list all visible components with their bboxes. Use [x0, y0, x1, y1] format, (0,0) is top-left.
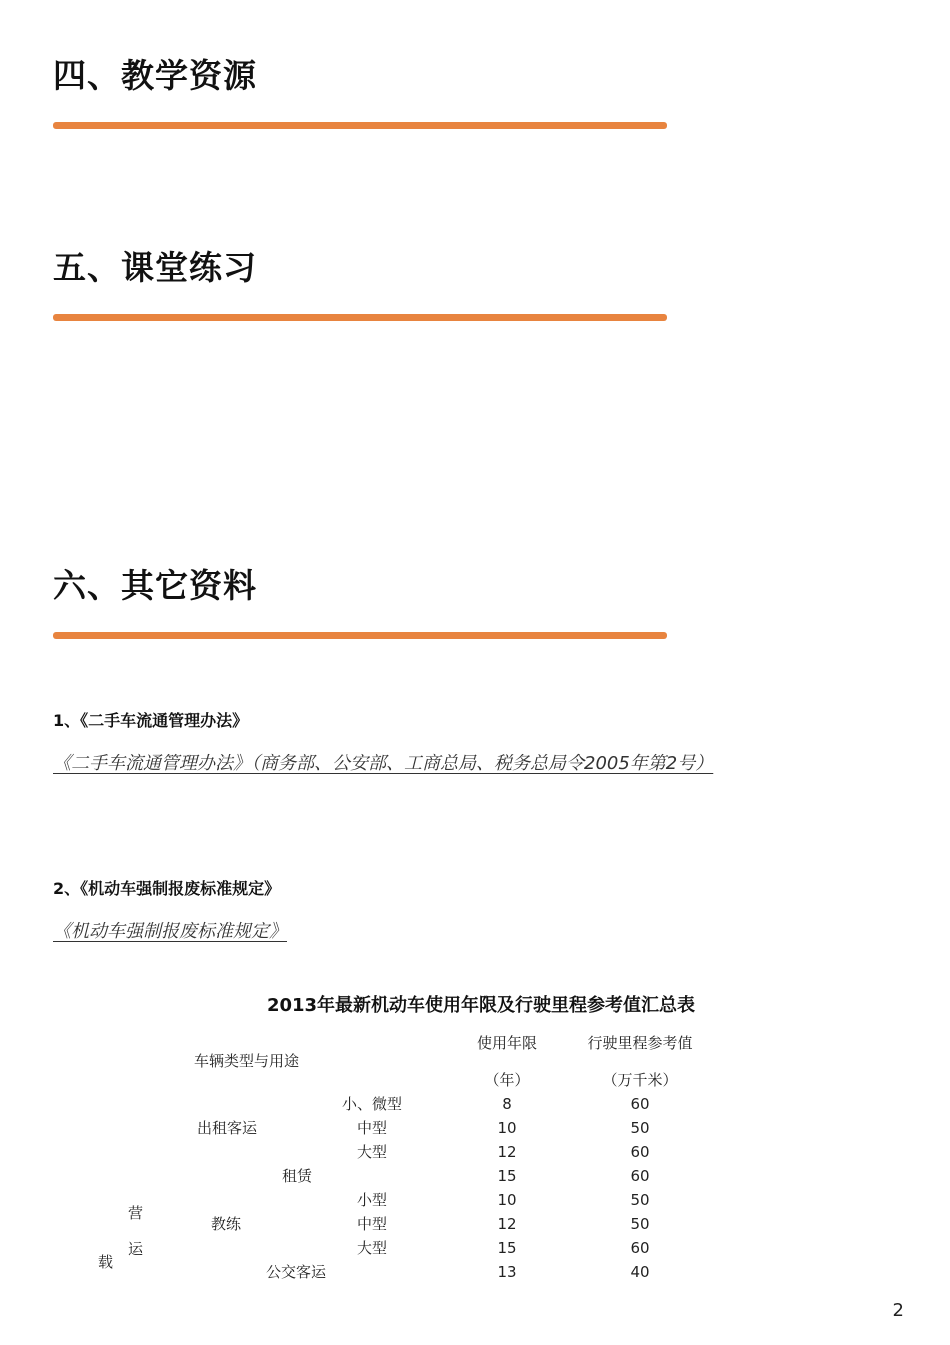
group-label-rental: 租赁	[282, 1167, 313, 1185]
row-years: 15	[497, 1167, 517, 1185]
row-years: 12	[497, 1215, 517, 1233]
header-mileage: 行驶里程参考值	[587, 1034, 693, 1052]
group-label-zai: 载	[98, 1253, 114, 1271]
row-years: 8	[502, 1095, 512, 1113]
group-label-taxi: 出租客运	[197, 1119, 258, 1137]
row-mileage: 60	[630, 1143, 650, 1161]
row-mileage: 50	[630, 1119, 650, 1137]
group-label-bus: 公交客运	[266, 1263, 327, 1281]
row-years: 15	[497, 1239, 517, 1257]
group-label-yun: 运	[128, 1240, 144, 1258]
section-divider	[53, 632, 667, 639]
material-link-1[interactable]: 《二手车流通管理办法》（商务部、公安部、工商总局、税务总局令2005年第2号）	[53, 753, 714, 774]
row-size: 小型	[356, 1191, 388, 1209]
material-link-2[interactable]: 《机动车强制报废标准规定》	[53, 921, 287, 942]
header-years: 使用年限	[476, 1034, 538, 1052]
row-size: 小、微型	[341, 1095, 403, 1113]
section-divider	[53, 314, 667, 321]
header-mileage-unit: （万千米）	[602, 1071, 678, 1089]
group-label-training: 教练	[211, 1215, 242, 1233]
table-title: 2013年最新机动车使用年限及行驶里程参考值汇总表	[266, 995, 696, 1016]
row-mileage: 50	[630, 1215, 650, 1233]
row-mileage: 60	[630, 1167, 650, 1185]
page-number: 2	[892, 1300, 904, 1321]
row-mileage: 40	[630, 1263, 650, 1281]
section-divider	[53, 122, 667, 129]
section-title-teaching-resources: 四、教学资源	[53, 56, 257, 95]
row-size: 大型	[356, 1143, 388, 1161]
row-years: 13	[497, 1263, 517, 1281]
row-years: 10	[497, 1119, 517, 1137]
material-heading-1: 1、《二手车流通管理办法》	[53, 711, 249, 730]
row-size: 中型	[356, 1119, 388, 1137]
row-mileage: 60	[630, 1095, 650, 1113]
header-years-unit: （年）	[484, 1071, 530, 1089]
row-size: 中型	[356, 1215, 388, 1233]
group-label-ying: 营	[128, 1204, 144, 1222]
row-years: 10	[497, 1191, 517, 1209]
row-size: 大型	[356, 1239, 388, 1257]
header-vehicle-type: 车辆类型与用途	[194, 1052, 300, 1070]
row-years: 12	[497, 1143, 517, 1161]
material-heading-2: 2、《机动车强制报废标准规定》	[53, 879, 281, 898]
section-title-other-materials: 六、其它资料	[53, 566, 257, 605]
row-mileage: 50	[630, 1191, 650, 1209]
section-title-classroom-exercises: 五、课堂练习	[53, 248, 257, 287]
row-mileage: 60	[630, 1239, 650, 1257]
